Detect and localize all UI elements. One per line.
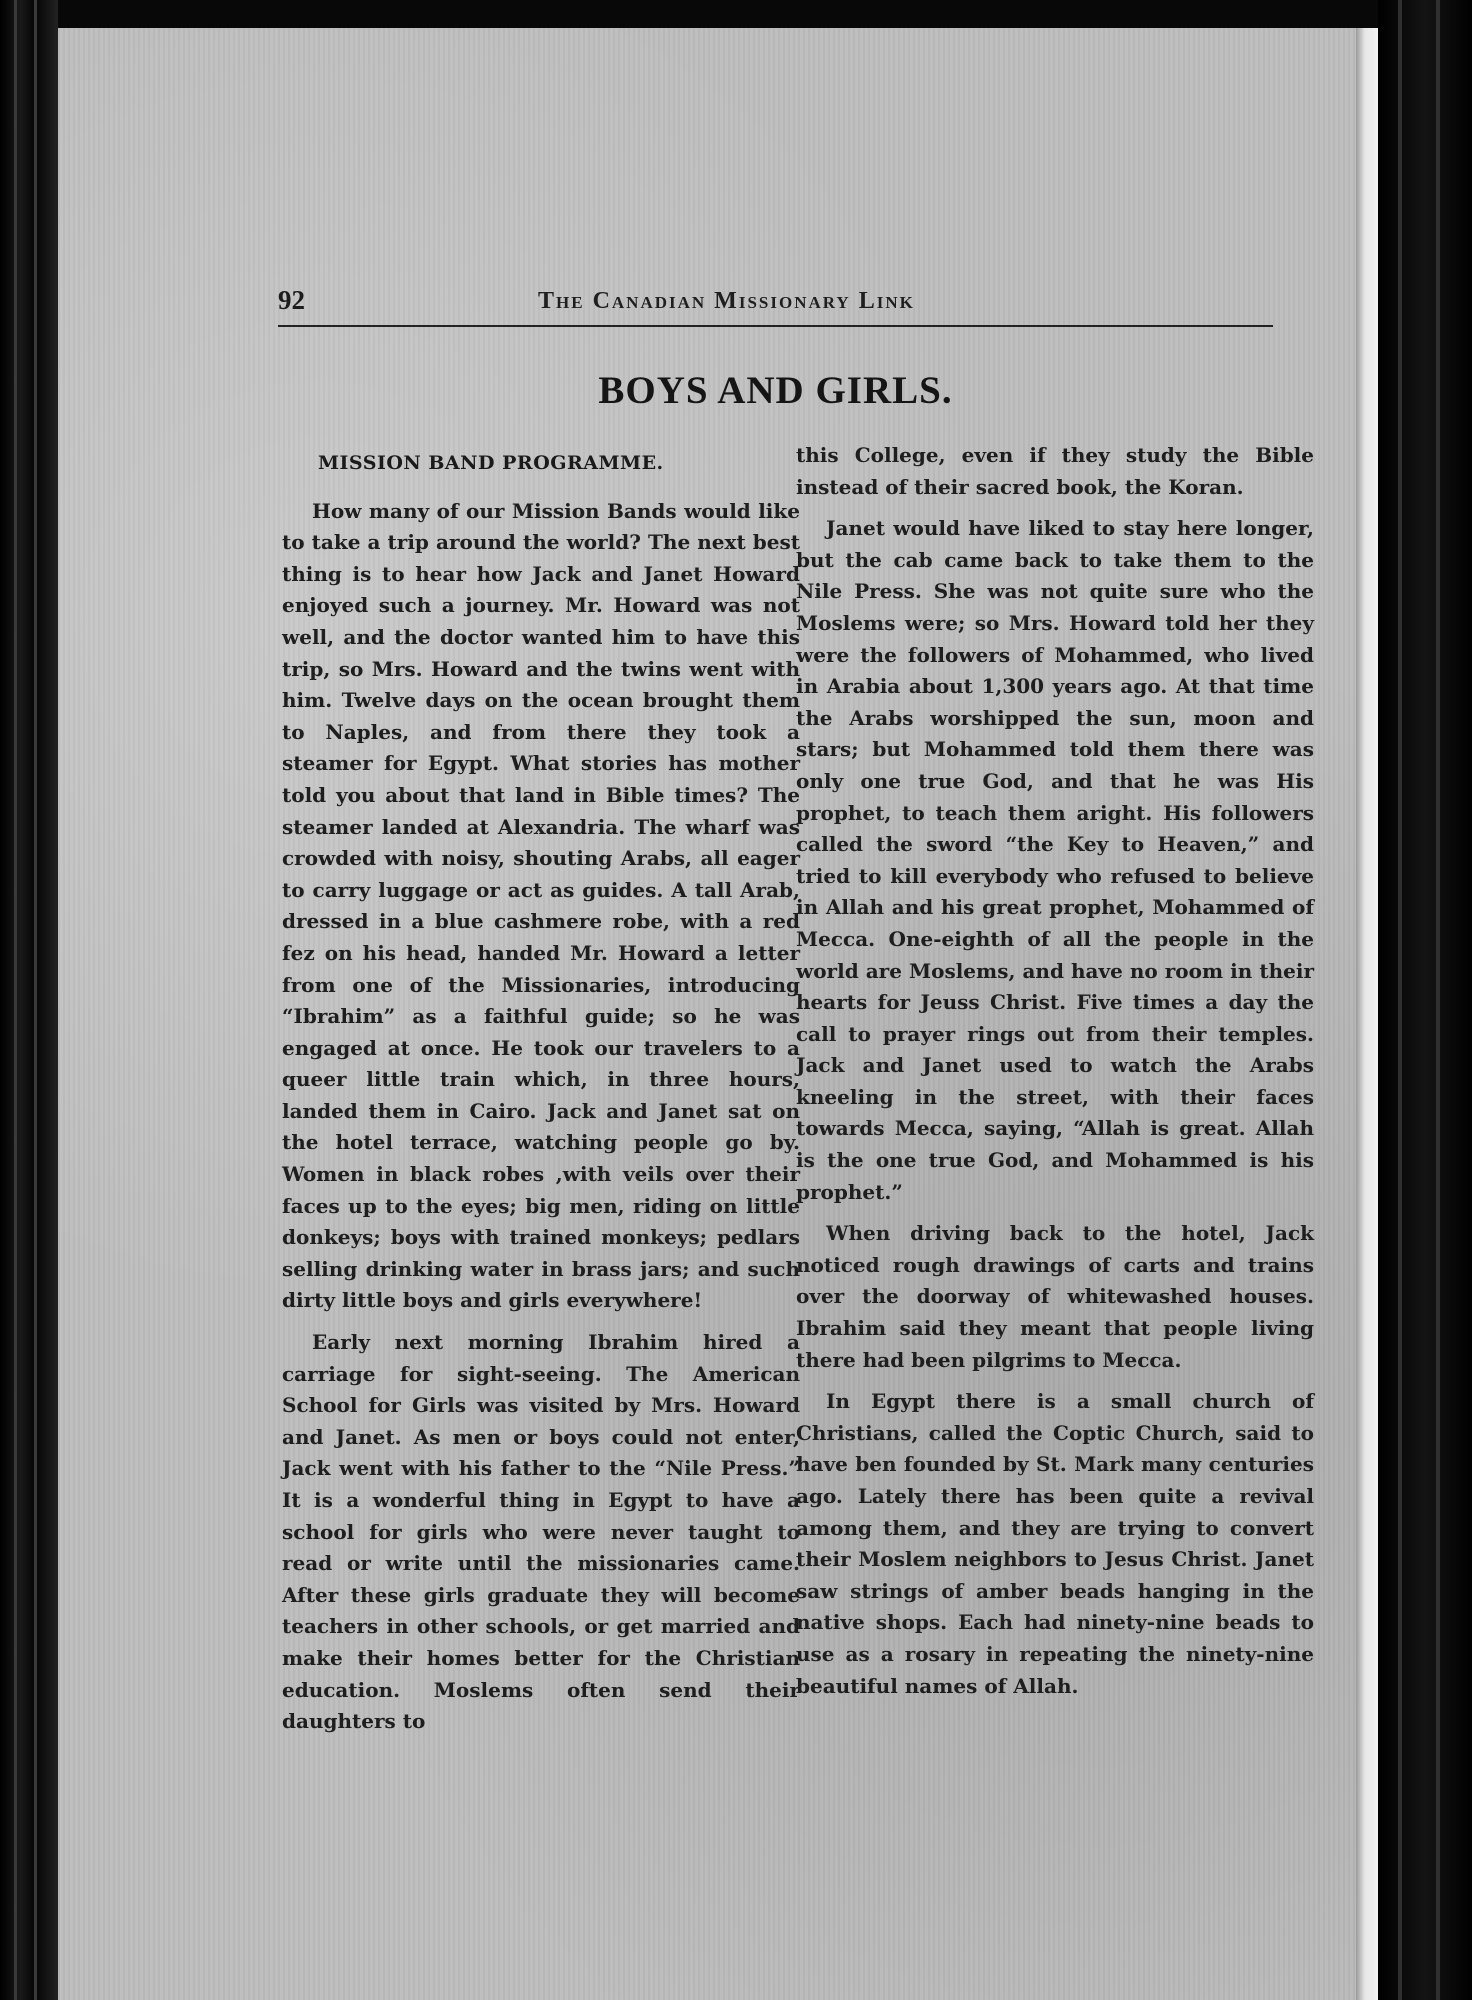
- right-column: [796, 440, 1314, 1712]
- paragraph: In Egypt there is a small church of Christians, called the Coptic Church, said to have ben founded by St. Mark many centuries ago. Lately there has been quite a revival among them, and they are trying to convert their Moslem neighbors to Jesus Christ. Janet saw strings of amber beads hanging in the native shops. Each had ninety-nine beads to use as a rosary in repeating the ninety-nine beautiful names of Allah.: [796, 1389, 1314, 1698]
- binding-line: [14, 0, 17, 2000]
- journal-title: The Canadian Missionary Link: [538, 288, 915, 314]
- paragraph: Janet would have liked to stay here longer, but the cab came back to take them to the Nile Press. She was not quite sure who the Moslems were; so Mrs. Howard told her they were the followers of Mohammed, who lived in Arabia about 1,300 years ago. At that time the Arabs worshipped the sun, moon and stars; but Mohammed told them there was only one true God, and that he was His prophet, to teach them aright. His followers called the sword “the Key to Heaven,” and tried to kill everybody who refused to believe in Allah and his great prophet, Mohammed of Mecca. One-eighth of all the people in the world are Moslems, and have no room in their hearts for Jeuss Christ. Five times a day the call to prayer rings out from their temples. Jack and Janet used to watch the Arabs kneeling in the street, with their faces towards Mecca, saying, “Allah is great. Allah is the one true God, and Mohammed is his prophet.”: [796, 516, 1314, 1204]
- right-book-binding: [1378, 0, 1472, 2000]
- page-edge: [1356, 28, 1378, 2000]
- section-title: BOYS AND GIRLS.: [598, 369, 953, 412]
- running-head: [278, 285, 1273, 327]
- article-subhead: MISSION BAND PROGRAMME.: [318, 452, 664, 474]
- paragraph: How many of our Mission Bands would like to take a trip around the world? The next best thing is to hear how Jack and Janet Howard enjoyed such a journey. Mr. Howard was not well, and the doctor wanted him to have this trip, so Mrs. Howard and the twins went with him. Twelve days on the ocean brought them to Naples, and from there they took a steamer for Egypt. What stories has mother told you about that land in Bible times? The steamer landed at Alexandria. The wharf was crowded with noisy, shouting Arabs, all eager to carry luggage or act as guides. A tall Arab, dressed in a blue cashmere robe, with a red fez on his head, handed Mr. Howard a letter from one of the Missionaries, introducing “Ibrahim” as a faithful guide; so he was engaged at once. He took our travelers to a queer little train which, in three hours, landed them in Cairo. Jack and Janet sat on the hotel terrace, watching people go by. Women in black robes ,with veils over their faces up to the eyes; big men, riding on little donkeys; boys with trained monkeys; pedlars selling drinking water in brass jars; and such dirty little boys and girls everywhere!: [282, 498, 800, 1313]
- page-number: 92: [278, 285, 305, 315]
- binding-line: [1398, 0, 1402, 2000]
- left-column: [282, 448, 800, 1748]
- binding-line: [1436, 0, 1440, 2000]
- binding-line: [34, 0, 37, 2000]
- left-book-binding: [0, 0, 58, 2000]
- paragraph: this College, even if they study the Bible instead of their sacred book, the Koran.: [796, 443, 1314, 499]
- paragraph: Early next morning Ibrahim hired a carriage for sight-seeing. The American School for Girls was visited by Mrs. Howard and Janet. As men or boys could not enter, Jack went with his father to the “Nile Press.” It is a wonderful thing in Egypt to have a school for girls who were never taught to read or write until the missionaries came. After these girls graduate they will become teachers in other schools, or get married and make their homes better for the Christian education. Moslems often send their daughters to: [282, 1330, 800, 1734]
- paragraph: When driving back to the hotel, Jack noticed rough drawings of carts and trains over the doorway of whitewashed houses. Ibrahim said they meant that people living there had been pilgrims to Mecca.: [796, 1221, 1314, 1372]
